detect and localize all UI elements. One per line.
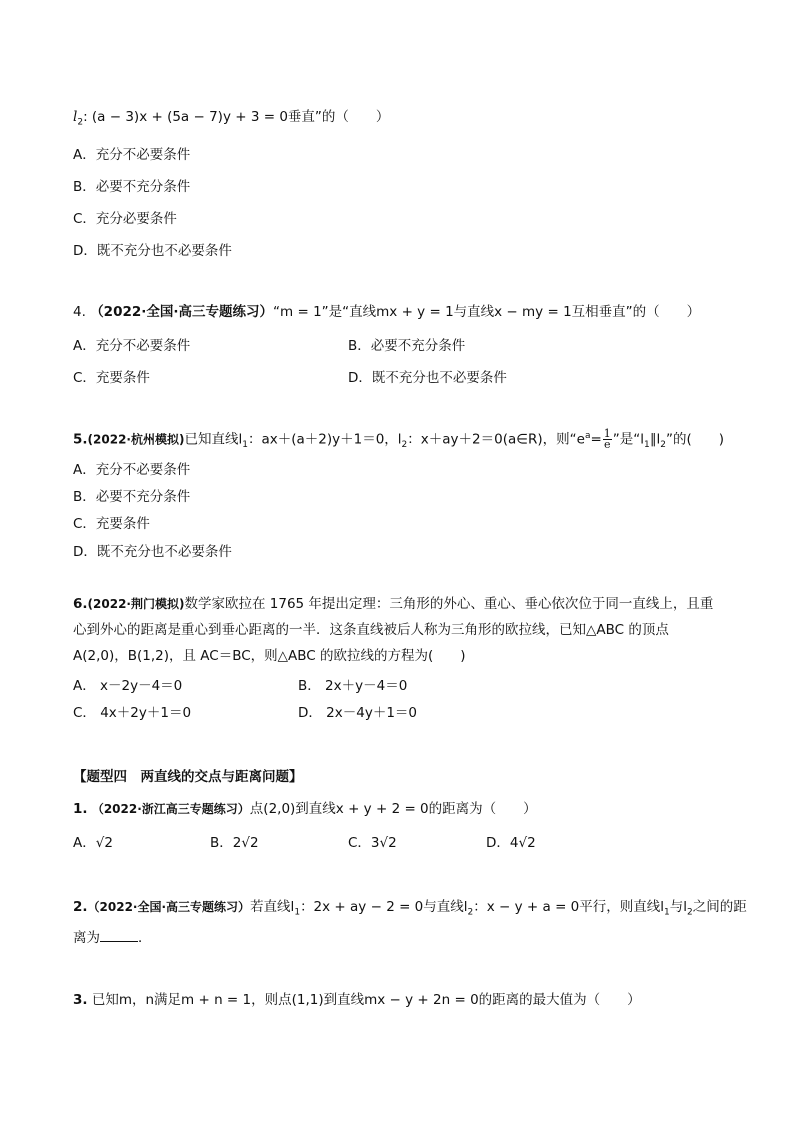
q4-option-c: C．充要条件 [73,370,150,386]
q3-option-c: C．充分必要条件 [73,211,177,227]
q6-line-1: 6.(2022·荆门模拟)数学家欧拉在 1765 年提出定理：三角形的外心、重心、垂心依次位于同一直线上，且重 [73,596,714,612]
q4-option-b: B．必要不充分条件 [348,338,466,354]
s4q1-option-c: C．3√2 [348,835,397,851]
q4-stem: 4. （2022·全国·高三专题练习）“m = 1”是“直线mx + y = 1与直线x − my = 1互相垂直”的（ ） [73,304,701,320]
q6-option-b: B． 2x＋y－4＝0 [298,678,408,694]
q4-option-a: A．充分不必要条件 [73,338,191,354]
answer-blank[interactable] [100,929,138,942]
s4q1-option-a: A．√2 [73,835,113,851]
q3-option-d: D．既不充分也不必要条件 [73,243,232,259]
q5-option-a: A．充分不必要条件 [73,462,191,478]
q6-option-d: D． 2x－4y＋1＝0 [298,705,418,721]
q5-option-c: C．充要条件 [73,516,150,532]
s4q1-option-b: B．2√2 [210,835,259,851]
q3-stem: $l_2$: (a − 3)x + (5a − 7)y + 3 = 0垂直”的（ ） [73,109,390,128]
q6-line-3: A(2,0)，B(1,2)，且 AC＝BC，则△ABC 的欧拉线的方程为( ) [73,648,466,664]
q4-option-d: D．既不充分也不必要条件 [348,370,507,386]
q5-fraction: $\frac{1}{e}$ [603,427,611,451]
q6-option-a: A． x－2y－4＝0 [73,678,183,694]
q5-option-d: D．既不充分也不必要条件 [73,544,232,560]
q3-option-a: A．充分不必要条件 [73,147,191,163]
section-title: 【题型四 两直线的交点与距离问题】 [73,769,303,785]
s4q2-line-2: 离为 ． [73,930,152,946]
q6-line-2: 心到外心的距离是重心到垂心距离的一半．这条直线被后人称为三角形的欧拉线，已知△ABC 的顶点 [73,622,669,638]
s4q3-stem: 3. 已知m，n满足m + n = 1，则点(1,1)到直线mx − y + 2n = 0的距离的最大值为（ ） [73,992,641,1008]
q5-stem: 5.(2022·杭州模拟)已知直线$l_1$：ax＋(a＋2)y＋1＝0，$l_2$：x＋ay＋2＝0(a∈R)，则“$e^a=$ $\frac{1}{e}$ ”是“$l_1\parallel l_2$”的( ) [73,427,725,451]
q3-option-b: B．必要不充分条件 [73,179,191,195]
q6-option-c: C． 4x＋2y＋1＝0 [73,705,192,721]
q5-option-b: B．必要不充分条件 [73,489,191,505]
s4q1-stem: 1. （2022·浙江高三专题练习）点(2,0)到直线x + y + 2 = 0的距离为（ ） [73,801,537,817]
s4q1-option-d: D．4√2 [486,835,536,851]
s4q2-line-1: 2.（2022·全国·高三专题练习）若直线$l_1$：2x + ay − 2 = 0与直线$l_2$：x − y + a = 0平行，则直线$l_1$与$l_2$之间的距 [73,899,747,918]
